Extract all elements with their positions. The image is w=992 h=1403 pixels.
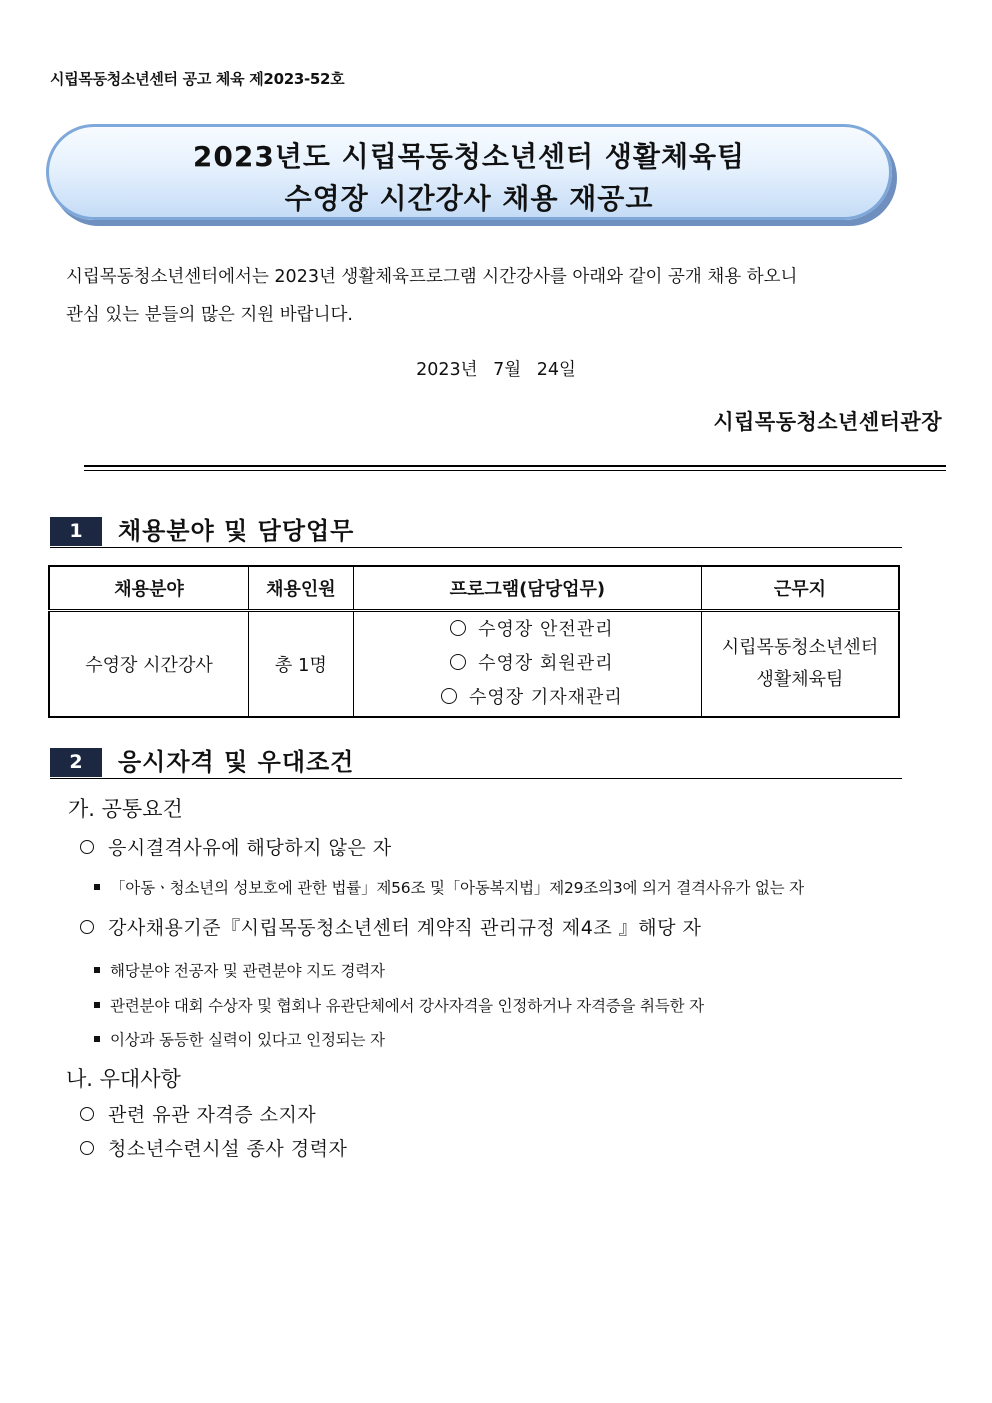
program-item: 수영장 회원관리 <box>364 647 700 681</box>
divider-thick <box>84 465 946 467</box>
recruitment-table <box>48 565 900 718</box>
header-location: 근무지 <box>701 566 899 611</box>
circle-bullet-icon <box>80 1141 94 1155</box>
section1-number: 1 <box>50 517 102 546</box>
subsection-b-title: 나. 우대사항 <box>66 1067 181 1091</box>
list-item: 이상과 동등한 실력이 있다고 인정되는 자 <box>94 1028 385 1050</box>
section1-title: 채용분야 및 담당업무 <box>118 517 355 545</box>
header-program: 프로그램(담당업무) <box>353 566 701 611</box>
table-row <box>49 611 899 718</box>
intro-line1: 시립목동청소년센터에서는 2023년 생활체육프로그램 시간강사를 아래와 같이 공개 채용 하오니 <box>66 267 798 287</box>
list-item: 응시결격사유에 해당하지 않은 자 <box>80 833 392 860</box>
banner-title-line2: 수영장 시간강사 채용 재공고 <box>284 182 654 215</box>
circle-bullet-icon <box>450 620 466 636</box>
header-field: 채용분야 <box>49 566 249 611</box>
issuer-name: 시립목동청소년센터관장 <box>713 410 942 434</box>
list-item: 강사채용기준『시립목동청소년센터 계약직 관리규정 제4조 』해당 자 <box>80 913 701 940</box>
title-banner <box>46 124 892 220</box>
program-item: 수영장 안전관리 <box>364 613 700 647</box>
header-count: 채용인원 <box>249 566 354 611</box>
intro-line2: 관심 있는 분들의 많은 지원 바랍니다. <box>66 305 353 325</box>
section1-header <box>50 517 902 548</box>
list-item: 해당분야 전공자 및 관련분야 지도 경력자 <box>94 959 385 981</box>
circle-bullet-icon <box>80 920 94 934</box>
subsection-a-title: 가. 공통요건 <box>68 797 183 821</box>
intro-paragraph <box>66 258 906 334</box>
notice-number: 시립목동청소년센터 공고 체육 제2023-52호 <box>50 70 345 88</box>
cell-programs <box>353 611 701 718</box>
section2-number: 2 <box>50 748 102 777</box>
section2-header <box>50 748 902 779</box>
square-bullet-icon <box>94 1036 100 1042</box>
notice-date: 2023년 7월 24일 <box>416 360 576 380</box>
circle-bullet-icon <box>80 1107 94 1121</box>
circle-bullet-icon <box>450 654 466 670</box>
list-item: 관련 유관 자격증 소지자 <box>80 1100 316 1127</box>
section2-title: 응시자격 및 우대조건 <box>118 748 355 776</box>
circle-bullet-icon <box>441 688 457 704</box>
cell-location: 시립목동청소년센터 생활체육팀 <box>701 611 899 718</box>
program-item: 수영장 기자재관리 <box>364 681 700 715</box>
list-item: 청소년수련시설 종사 경력자 <box>80 1134 347 1161</box>
circle-bullet-icon <box>80 840 94 854</box>
divider-thin <box>84 470 946 471</box>
cell-count: 총 1명 <box>249 611 354 718</box>
square-bullet-icon <box>94 884 100 890</box>
square-bullet-icon <box>94 1002 100 1008</box>
square-bullet-icon <box>94 967 100 973</box>
cell-field: 수영장 시간강사 <box>49 611 249 718</box>
list-item: 관련분야 대회 수상자 및 협회나 유관단체에서 강사자격을 인정하거나 자격증을 취득한 자 <box>94 994 704 1016</box>
banner-title-line1: 2023년도 시립목동청소년센터 생활체육팀 <box>192 140 746 173</box>
list-item: 「아동ㆍ청소년의 성보호에 관한 법률」제56조 및「아동복지법」제29조의3에 의거 결격사유가 없는 자 <box>94 876 804 898</box>
table-header-row <box>49 566 899 611</box>
